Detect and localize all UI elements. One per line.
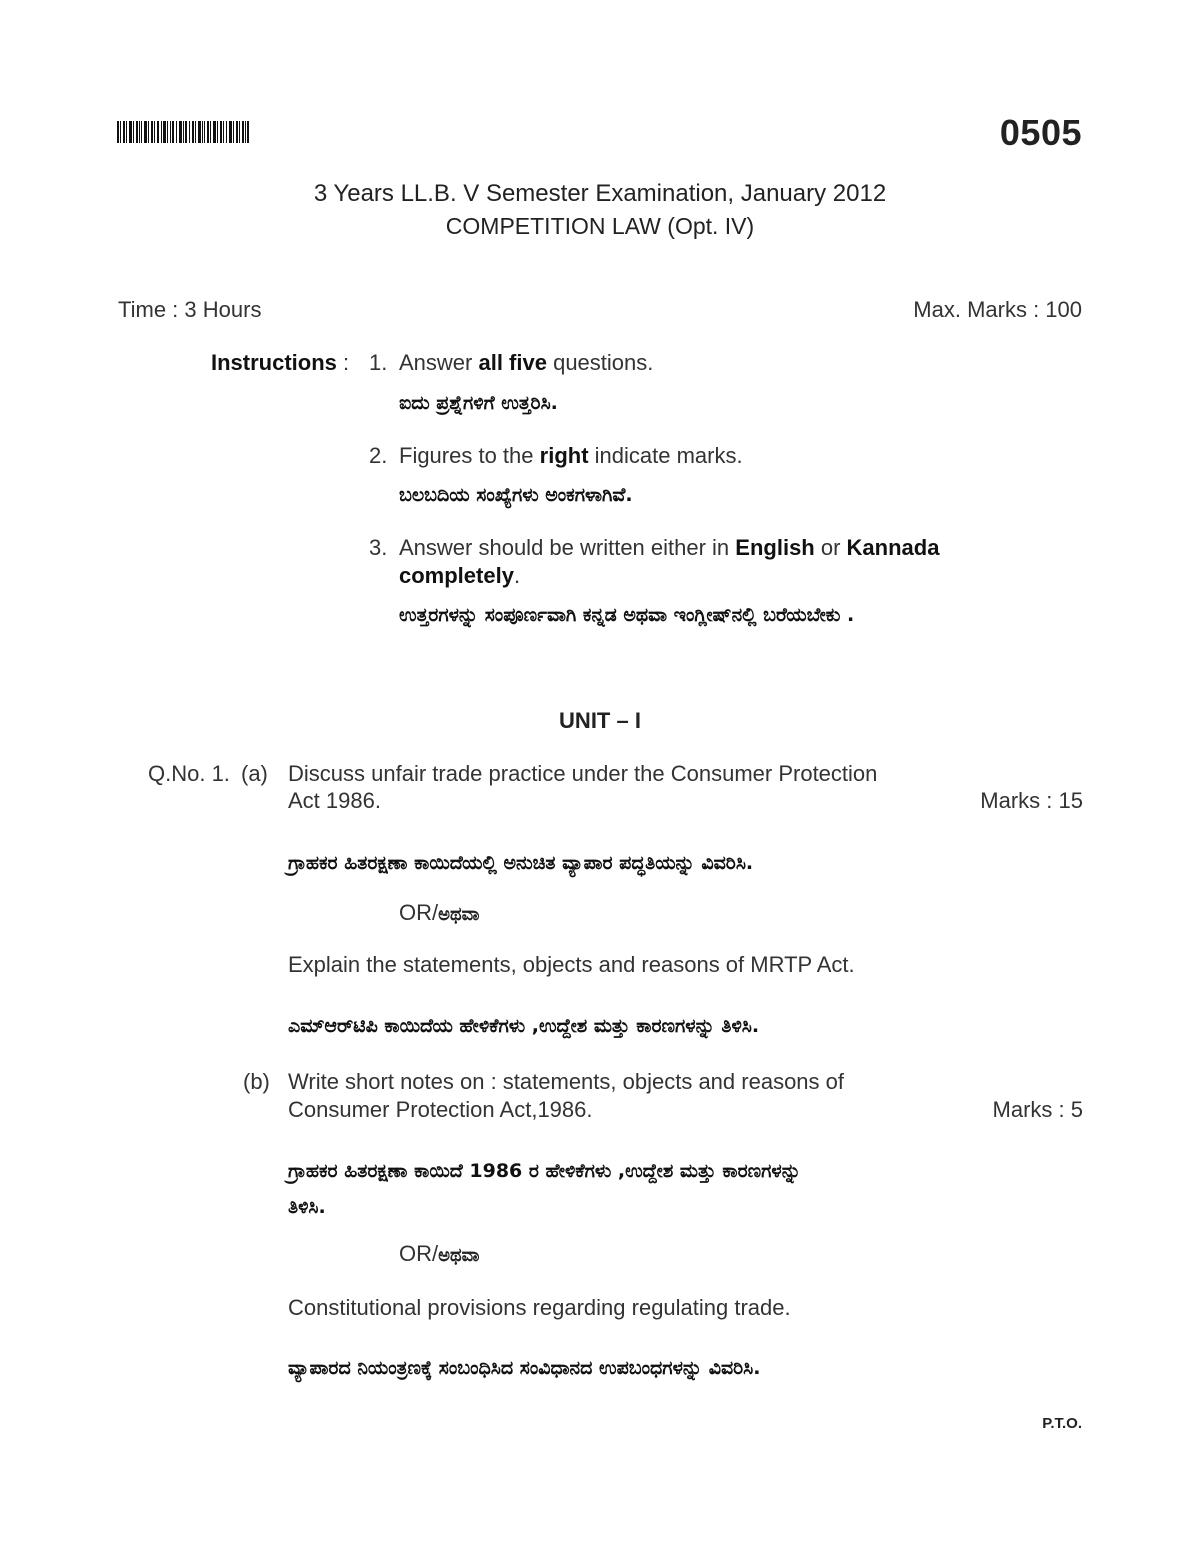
instruction-3-english-cont xyxy=(399,563,520,589)
text-run: Figures to the xyxy=(399,443,540,468)
or-english: OR/ xyxy=(399,1241,439,1266)
instruction-1-english xyxy=(399,350,653,376)
emphasis: English xyxy=(735,535,815,560)
part-a-kannada: ಗ್ರಾಹಕರ ಹಿತರಕ್ಷಣಾ ಕಾಯಿದೆಯಲ್ಲಿ ಅನುಚಿತ ವ್ಯಾಪಾರ ಪದ್ಧತಿಯನ್ನು ವಿವರಿಸಿ. xyxy=(288,852,754,874)
paper-code: 0505 xyxy=(999,112,1082,153)
instruction-3-kannada xyxy=(399,604,854,626)
instruction-2-english xyxy=(399,443,743,469)
exam-title: 3 Years LL.B. V Semester Examination, January 2012 xyxy=(313,180,887,207)
part-b-label: (b) xyxy=(243,1069,270,1094)
or-english: OR/ xyxy=(399,900,439,925)
barcode-image xyxy=(117,121,249,143)
part-a-alternative-english: Explain the statements, objects and reasons of MRTP Act. xyxy=(288,952,855,977)
part-b-or xyxy=(399,1241,480,1267)
text-run: ಉತ್ತರಗಳನ್ನು ಸಂಪೂರ್ಣವಾಗಿ xyxy=(399,604,583,626)
time-allowed: Time : 3 Hours xyxy=(118,297,262,322)
emphasis: completely xyxy=(399,563,514,588)
emphasis: Kannada xyxy=(846,535,940,560)
instruction-1-number: 1. xyxy=(369,350,388,375)
part-a-or xyxy=(399,900,480,926)
max-marks: Max. Marks : 100 xyxy=(913,297,1082,322)
text-run: indicate marks. xyxy=(588,443,743,468)
part-a-text-line2: Act 1986. xyxy=(288,788,381,813)
emphasis: all five xyxy=(478,350,547,375)
part-b-alternative-english: Constitutional provisions regarding regulating trade. xyxy=(288,1295,791,1320)
or-kannada: ಅಥವಾ xyxy=(438,904,480,925)
part-b-alternative-kannada: ವ್ಯಾಪಾರದ ನಿಯಂತ್ರಣಕ್ಕೆ ಸಂಬಂಧಿಸಿದ ಸಂವಿಧಾನದ ಉಪಬಂಧಗಳನ್ನು ವಿವರಿಸಿ. xyxy=(288,1357,761,1379)
part-a-alternative-kannada: ಎಮ್‌ಆರ್‌ಟಿಪಿ ಕಾಯಿದೆಯ ಹೇಳಿಕೆಗಳು ,ಉದ್ದೇಶ ಮತ್ತು ಕಾರಣಗಳನ್ನು ತಿಳಿಸಿ. xyxy=(288,1015,760,1037)
instruction-3-number: 3. xyxy=(369,535,388,560)
or-kannada: ಅಥವಾ xyxy=(438,1245,480,1266)
instructions-heading xyxy=(211,350,349,376)
part-b-text-line1: Write short notes on : statements, objects and reasons of xyxy=(288,1069,844,1094)
part-b-kannada-line1: ಗ್ರಾಹಕರ ಹಿತರಕ್ಷಣಾ ಕಾಯಿದೆ 1986 ರ ಹೇಳಿಕೆಗಳು ,ಉದ್ದೇಶ ಮತ್ತು ಕಾರಣಗಳನ್ನು xyxy=(288,1160,801,1182)
instructions-colon: : xyxy=(343,350,350,375)
part-b-text-line2: Consumer Protection Act,1986. xyxy=(288,1097,593,1122)
text-run: . xyxy=(513,563,521,588)
please-turn-over: P.T.O. xyxy=(1042,1415,1082,1432)
text-run: questions. xyxy=(546,350,654,375)
instruction-2-number: 2. xyxy=(369,443,388,468)
text-run: or xyxy=(814,535,847,560)
unit-heading: UNIT – I xyxy=(559,708,641,733)
instruction-2-kannada: ಬಲಬದಿಯ ಸಂಖ್ಯೆಗಳು ಅಂಕಗಳಾಗಿವೆ. xyxy=(399,484,633,506)
question-number: Q.No. 1. xyxy=(148,761,230,786)
instruction-3-english xyxy=(399,535,939,561)
part-a-label: (a) xyxy=(241,761,268,786)
text-run: Answer should be written either in xyxy=(399,535,736,560)
instruction-1-kannada: ಐದು ಪ್ರಶ್ನೆಗಳಿಗೆ ಉತ್ತರಿಸಿ. xyxy=(399,392,558,414)
text-run: ಅಥವಾ ಇಂಗ್ಲೀಷ್‌ನಲ್ಲಿ ಬರೆಯಬೇಕು . xyxy=(616,604,855,626)
part-b-marks: Marks : 5 xyxy=(992,1097,1083,1122)
emphasis: ಕನ್ನಡ xyxy=(582,604,617,626)
part-a-marks: Marks : 15 xyxy=(980,788,1083,813)
subject-title: COMPETITION LAW (Opt. IV) xyxy=(445,213,755,239)
part-a-text-line1: Discuss unfair trade practice under the Consumer Protection xyxy=(288,761,878,786)
part-b-kannada-line2: ತಿಳಿಸಿ. xyxy=(288,1196,326,1218)
instructions-label: Instructions xyxy=(211,350,337,375)
emphasis: right xyxy=(539,443,589,468)
text-run: Answer xyxy=(399,350,479,375)
